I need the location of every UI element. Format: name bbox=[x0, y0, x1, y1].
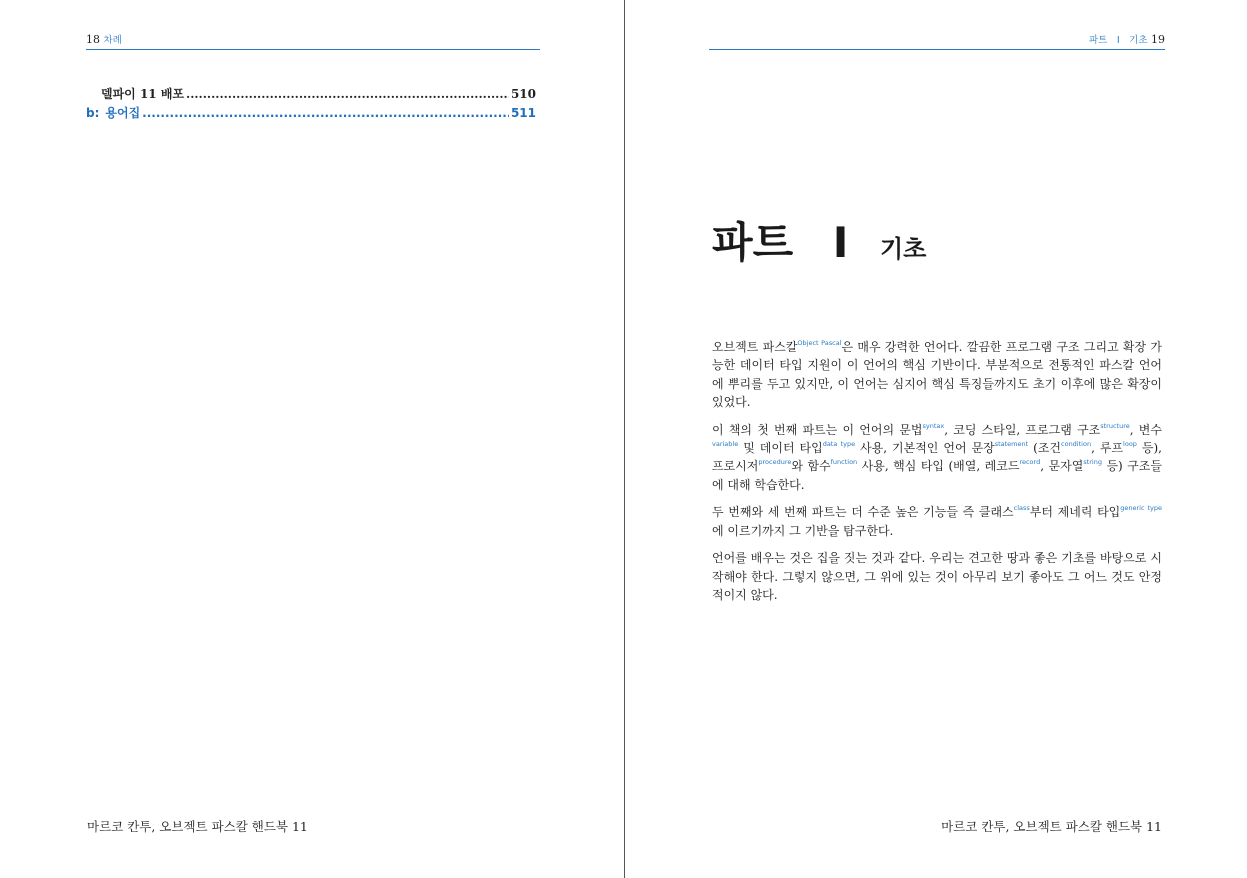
right-footer: 마르코 칸투, 오브젝트 파스칼 핸드북 11 bbox=[941, 819, 1162, 834]
body-paragraph bbox=[712, 338, 1162, 411]
english-term-superscript: string bbox=[1083, 458, 1102, 467]
part-heading bbox=[712, 210, 926, 270]
body-paragraph bbox=[712, 421, 1162, 494]
left-running-header bbox=[86, 33, 540, 50]
right-page bbox=[625, 0, 1247, 878]
english-term-superscript: record bbox=[1019, 458, 1041, 467]
right-page-number: 19 bbox=[1151, 33, 1165, 46]
header-part-roman: I bbox=[1116, 35, 1120, 46]
header-part-link[interactable]: 파트 bbox=[1088, 35, 1108, 46]
toc-entry-glossary[interactable] bbox=[86, 104, 536, 123]
table-of-contents bbox=[86, 85, 536, 123]
english-term-superscript: structure bbox=[1100, 421, 1130, 430]
english-term-superscript: statement bbox=[994, 439, 1029, 448]
toc-leader-dots bbox=[186, 87, 509, 101]
english-term-superscript: condition bbox=[1061, 439, 1092, 448]
part-heading-word: 파트 bbox=[712, 218, 794, 267]
toc-entry-delphi-deploy[interactable] bbox=[86, 85, 536, 104]
paragraph-text: 및 데이터 타입 bbox=[738, 440, 823, 455]
toc-entry-page: 511 bbox=[510, 106, 536, 120]
toc-entry-prefix: b: bbox=[86, 106, 100, 120]
body-paragraph bbox=[712, 503, 1162, 540]
toc-entry-page: 510 bbox=[510, 87, 536, 101]
english-term-superscript: generic type bbox=[1120, 504, 1162, 513]
paragraph-text: 오브젝트 파스칼 bbox=[712, 340, 798, 354]
paragraph-text: 사용, 기본적인 언어 문장 bbox=[855, 440, 995, 455]
english-term-superscript: procedure bbox=[758, 458, 792, 467]
body-paragraph bbox=[712, 549, 1162, 604]
part-intro-body bbox=[712, 338, 1162, 614]
paragraph-text: , 코딩 스타일, 프로그램 구조 bbox=[944, 422, 1101, 437]
paragraph-text: 은 매우 강력한 언어다. 깔끔한 프로그램 구조 그리고 확장 가능한 데이터 타입 지원이 이 언어의 핵심 기반이다. 부분적으로 전통적인 파스칼 언어에 뿌리를 두고 있지만, 이 언어는 심지어 핵심 특징들까지도 초기 이후에 많은 확장이 있었다. bbox=[712, 340, 1162, 409]
paragraph-text: 등) 구조들에 대해 학습한다. bbox=[712, 459, 1162, 492]
paragraph-text: 부터 제네릭 타입 bbox=[1029, 505, 1121, 520]
header-part-title-link[interactable]: 기초 bbox=[1129, 35, 1148, 46]
paragraph-text: , 루프 bbox=[1091, 440, 1124, 455]
toc-leader-dots bbox=[142, 106, 509, 120]
paragraph-text: 사용, 핵심 타입 (배열, 레코드 bbox=[857, 459, 1020, 474]
english-term-superscript: Object Pascal bbox=[797, 339, 842, 347]
english-term-superscript: function bbox=[830, 458, 858, 467]
paragraph-text: 에 이르기까지 그 기반을 탐구한다. bbox=[712, 523, 894, 538]
paragraph-text: 언어를 배우는 것은 집을 짓는 것과 같다. 우리는 견고한 땅과 좋은 기초를 바탕으로 시작해야 한다. 그렇지 않으면, 그 위에 있는 것이 아무리 보기 좋아도 그 어느 것도 안정적이지 않다. bbox=[712, 551, 1162, 603]
toc-entry-title: 델파이 11 배포 bbox=[101, 87, 185, 101]
right-running-header bbox=[709, 33, 1165, 50]
toc-entry-title: 용어집 bbox=[105, 106, 141, 120]
paragraph-text: , 변수 bbox=[1129, 422, 1162, 437]
paragraph-text: , 문자열 bbox=[1040, 459, 1084, 474]
left-page-number: 18 bbox=[86, 33, 100, 46]
paragraph-text: 이 책의 첫 번째 파트는 이 언어의 문법 bbox=[712, 422, 923, 437]
english-term-superscript: class bbox=[1013, 504, 1030, 513]
header-section-link[interactable]: 차례 bbox=[103, 35, 122, 46]
english-term-superscript: variable bbox=[712, 439, 739, 448]
english-term-superscript: data type bbox=[822, 439, 856, 448]
paragraph-text: 와 함수 bbox=[791, 459, 831, 474]
paragraph-text: 두 번째와 세 번째 파트는 더 수준 높은 기능들 즉 클래스 bbox=[712, 505, 1014, 520]
part-heading-roman: I bbox=[832, 218, 849, 267]
left-footer: 마르코 칸투, 오브젝트 파스칼 핸드북 11 bbox=[87, 819, 308, 834]
english-term-superscript: loop bbox=[1123, 439, 1137, 448]
paragraph-text: 등), 프로시저 bbox=[712, 440, 1162, 474]
paragraph-text: (조건 bbox=[1028, 440, 1062, 455]
english-term-superscript: syntax bbox=[922, 421, 945, 430]
part-heading-subtitle: 기초 bbox=[879, 235, 927, 263]
